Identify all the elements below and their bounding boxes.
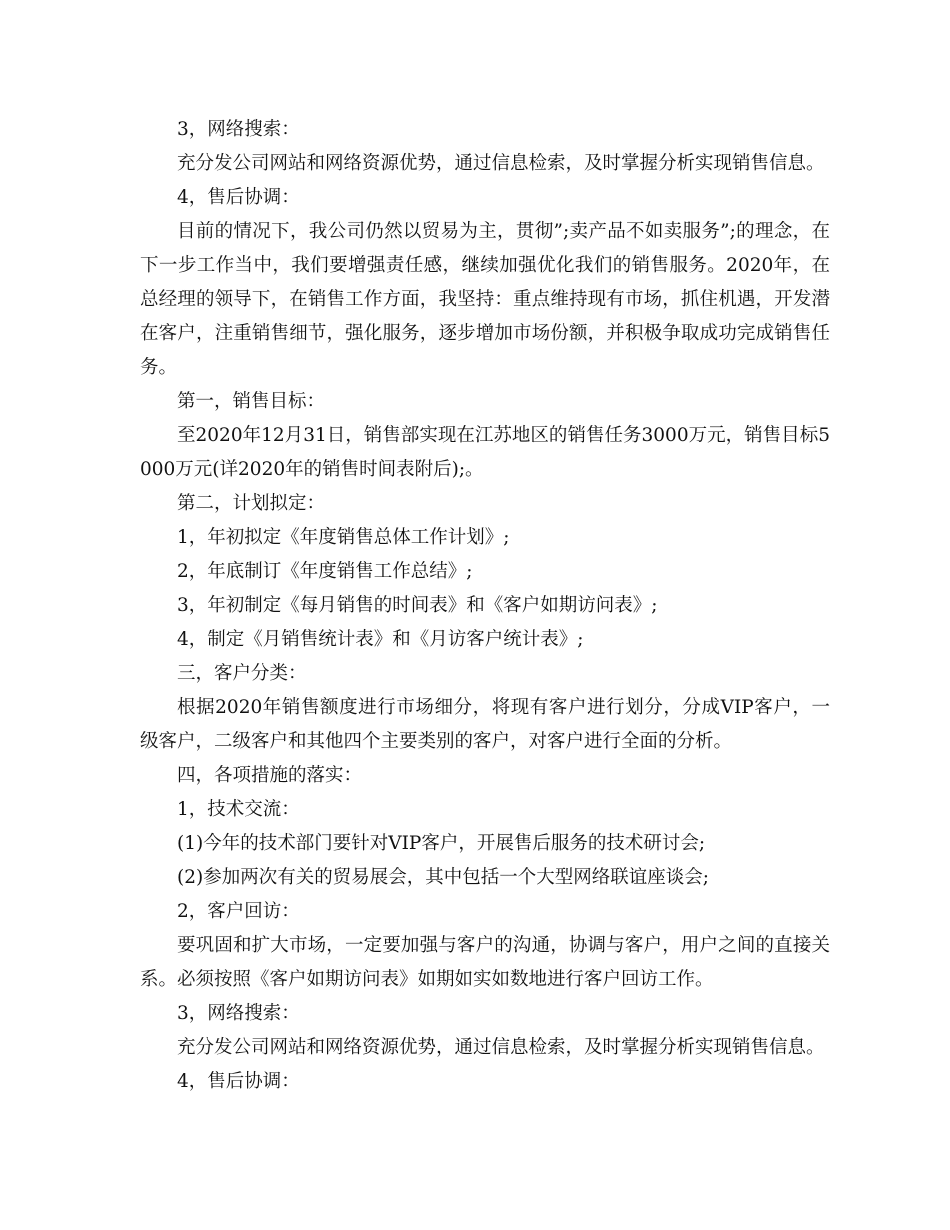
paragraph-heading-customer-visit: 2，客户回访： — [177, 901, 300, 922]
paragraph-after-sales: 目前的情况下，我公司仍然以贸易为主，贯彻”;卖产品不如卖服务”;的理念，在下一步工作当中，我们要增强责任感，继续加强优化我们的销售服务。2020年，在总经理的领导下，在销售工作方面，我坚持：重点维持现有市场，抓住机遇，开发潜在客户，注重销售细节，强化服务，逐步增加市场份额，并积极争取成功完成销售任务。 — [140, 221, 830, 378]
paragraph-heading-network-search: 3，网络搜索： — [177, 1003, 300, 1024]
paragraph-heading-after-sales: 4，售后协调： — [177, 187, 300, 208]
paragraph-heading-after-sales: 4，售后协调： — [177, 1071, 300, 1092]
paragraph-heading-sales-target: 第一，销售目标： — [177, 391, 326, 412]
paragraph-heading-tech-exchange: 1，技术交流： — [177, 799, 300, 820]
paragraph-network-search: 充分发公司网站和网络资源优势，通过信息检索，及时掌握分析实现销售信息。 — [177, 153, 825, 174]
paragraph-tech-exchange-item: (2)参加两次有关的贸易展会，其中包括一个大型网络联谊座谈会; — [177, 867, 709, 888]
paragraph-heading-plan: 第二，计划拟定： — [177, 493, 326, 514]
paragraph-network-search: 充分发公司网站和网络资源优势，通过信息检索，及时掌握分析实现销售信息。 — [177, 1037, 825, 1058]
paragraph-plan-item: 2，年底制订《年度销售工作总结》; — [177, 561, 473, 582]
paragraph-heading-network-search: 3，网络搜索： — [177, 119, 300, 140]
paragraph-tech-exchange-item: (1)今年的技术部门要针对VIP客户，开展售后服务的技术研讨会; — [177, 833, 706, 854]
paragraph-sales-target: 至2020年12月31日，销售部实现在江苏地区的销售任务3000万元，销售目标5000万元(详2020年的销售时间表附后);。 — [140, 425, 830, 480]
paragraph-customer-visit: 要巩固和扩大市场，一定要加强与客户的沟通，协调与客户，用户之间的直接关系。必须按照《客户如期访问表》如期如实如数地进行客户回访工作。 — [140, 935, 830, 990]
paragraph-heading-measures: 四，各项措施的落实： — [177, 765, 363, 786]
paragraph-heading-customer-classification: 三，客户分类： — [177, 663, 307, 684]
paragraph-plan-item: 3，年初制定《每月销售的时间表》和《客户如期访问表》; — [177, 595, 658, 616]
document-body — [140, 113, 830, 1099]
paragraph-plan-item: 1，年初拟定《年度销售总体工作计划》; — [177, 527, 510, 548]
paragraph-plan-item: 4，制定《月销售统计表》和《月访客户统计表》; — [177, 629, 584, 650]
paragraph-customer-classification: 根据2020年销售额度进行市场细分，将现有客户进行划分，分成VIP客户，一级客户，二级客户和其他四个主要类别的客户，对客户进行全面的分析。 — [140, 697, 830, 752]
